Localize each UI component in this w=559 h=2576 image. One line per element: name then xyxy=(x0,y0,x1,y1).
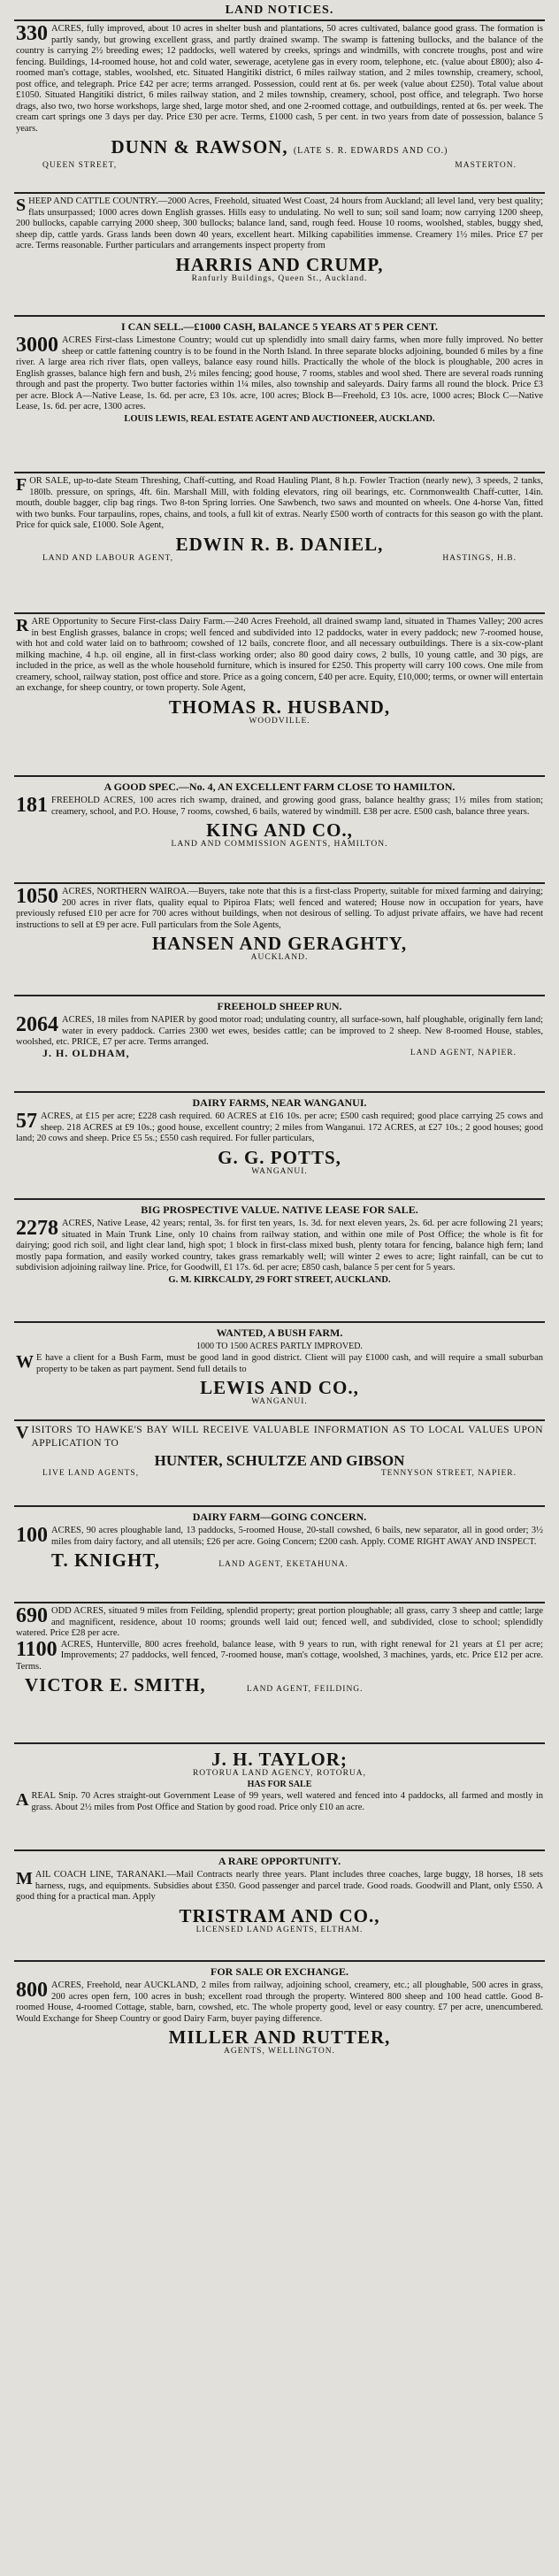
agent-line: G. M. KIRKCALDY, 29 FORT STREET, AUCKLAND. xyxy=(168,1274,391,1285)
ad-hansen-geraghty xyxy=(14,882,545,995)
agent-name: THOMAS R. HUSBAND, xyxy=(168,696,391,718)
ad-text: ACRES, fully improved, about 10 acres in shelter bush and plantations, 50 acres cultivated, balance good grass. The formation is partly sandy, but growing excellent grass, and partly drained swamp. The swamp is fattening bullocks, and the balance of the country is carrying 2½ breeding ewes; 12 paddocks, well watered by creeks, springs and windmills, with concrete troughs, post and wire fencing. Buildings, 14-roomed house, hot and cold water, sewerage, acetylene gas in every room, telephone, etc. (value about £800); also 4-roomed man's cottage, stables, woolshed, etc. Situated Hangitiki district, 6 miles railway station, and 2 miles township, creamery, school, post office, and telegraph. Price £42 per acre; terms arranged. Possession, could rent at 6s. per week (value about £250). Total value about £1050. Situated Hangitiki district, 6 miles railway station, and 2 miles township, creamery, school, post office, and telegraph. Two horse drags, also two, two horse workshops, large shed, large motor shed, and one 2-roomed cottage, and outbuildings, rented at 6s. per week. The cream cart springs one 3 days per day. Price £30 per acre. Terms, £1000 cash, 5 per cent. in two years from date of possession, balance 5 years. xyxy=(16,24,543,134)
ad-text: ACRES, 18 miles from NAPIER by good motor road; undulating country, all surface-sown, half ploughable, originally fern land; water in every paddock. Carries 2300 wet ewes, besides cattle; can be improved to 2 sheep. New 8-roomed House, stables, woolshed, etc. PRICE, £7 per acre. Terms arranged. xyxy=(16,1015,543,1047)
agent-address: AGENTS, WELLINGTON. xyxy=(223,2047,336,2056)
agent-line: J. H. OLDHAM, LAND AGENT, NAPIER. xyxy=(42,1046,517,1059)
ad-number: 57 xyxy=(16,1110,37,1133)
drop-cap: F xyxy=(16,475,27,495)
ad-tristram xyxy=(14,1849,545,1960)
ad-text: ACRES, Freehold, near AUCKLAND, 2 miles from railway, adjoining school, creamery, etc.; all ploughable, 500 acres in grass, 200 acres open fern, 100 acres in bush; excellent road through the property. Wintered 800 sheep and 100 head cattle. Good 8-roomed House, 4-roomed Cottage, stable, barn, cowshed, etc. The whole property good, level or easy country. £7 per acre, unencumbered. Would Exchange for Sheep Country or good Dairy Farm, buyer paying difference. xyxy=(16,1980,543,2024)
ad-number: 2064 xyxy=(16,1013,58,1036)
drop-cap: V xyxy=(16,1423,29,1442)
agent-address: LIVE LAND AGENTS, TENNYSON STREET, NAPIER. xyxy=(42,1469,517,1478)
ad-text: E have a client for a Bush Farm, must be good land in good district. Client will pay £1000 cash, and will require a small suburban property to be taken as part payment. Send full details to xyxy=(36,1353,543,1374)
ad-subheading: 1000 TO 1500 ACRES PARTLY IMPROVED. xyxy=(196,1342,363,1351)
ad-louis-lewis xyxy=(14,315,545,472)
drop-cap: S xyxy=(16,196,27,215)
agent-address: ROTORUA LAND AGENCY, ROTORUA, xyxy=(192,1769,367,1778)
agent-name: MILLER AND RUTTER, xyxy=(168,2026,391,2048)
ad-text: ACRES, Native Lease, 42 years; rental, 3s. for first ten years, 1s. 3d. for next eleven years, 2s. 6d. per acre following 21 years; situated in Main Trunk Line, only 10 chains from railway station, and within one mile of Post Office; the whole is fit for dairying; good rich soil, and light clear land, high spot; 1 block in first-class mixed bush, plenty totara for fencing, balance high fern; land mostly papa formation, and easily worked country, takes grass remarkably well; will winter 2 ewes to acre; light rainfall, can be cut to subdivision adjoining railway line. Price, for Goodwill, £1 17s. 6d. per acre; £850 cash, balance 5 per cent for 5 years. xyxy=(16,1219,543,1273)
agent-name: LEWIS AND CO., xyxy=(200,1377,359,1398)
ad-text: ODD ACRES, situated 9 miles from Feilding, splendid property; great portion ploughable; all grass, carry 3 sheep and cattle; large and magnificent, residence, about 10 rooms; grounds well laid out; fenced well, and subdivided, close to school; splendidly watered. Price £28 per acre. xyxy=(16,1606,543,1638)
ad-heading: HAS FOR SALE xyxy=(247,1780,312,1789)
agent-name: TRISTRAM AND CO., xyxy=(179,1904,380,1926)
ad-text: ACRES, at £15 per acre; £228 cash required. 60 ACRES at £16 10s. per acre; £500 cash required; good place carrying 25 cows and sheep. 218 ACRES at £9 10s.; good house, excellent country; 2 miles from Wanganui. 172 ACRES, at £27 10s.; 2 good houses; good land; 20 cows and sheep. Price £5 5s.; £550 cash required. For fuller particulars, xyxy=(16,1111,543,1143)
ad-edwin-daniel xyxy=(14,472,545,612)
ad-text: AIL COACH LINE, TARANAKI.—Mail Contracts nearly three years. Plant includes three coaches, large buggy, 18 horses, 18 sets harness, rugs, and equipments. Subsidies about £350. Good passenger and parcel trade. Good roads. Goodwill and Plant, only £550. A good thing for a practical man. Apply xyxy=(16,1870,543,1902)
agent-address: Ranfurly Buildings, Queen St., Auckland. xyxy=(191,273,368,283)
ad-heading: DAIRY FARMS, NEAR WANGANUI. xyxy=(192,1096,367,1109)
ad-miller-rutter xyxy=(14,1960,545,2092)
agent-name: DUNN & RAWSON, (LATE S. R. EDWARDS AND CO.) xyxy=(111,136,448,158)
ad-heading: FOR SALE OR EXCHANGE. xyxy=(210,1965,349,1978)
ad-kirkcaldy xyxy=(14,1198,545,1321)
ad-king-co xyxy=(14,775,545,882)
ad-number: 181 xyxy=(16,794,48,817)
section-header: LAND NOTICES. xyxy=(225,4,334,17)
ad-hunter-schultze xyxy=(14,1419,545,1505)
agent-name: HANSEN AND GERAGHTY, xyxy=(151,933,408,954)
ad-heading: A RARE OPPORTUNITY. xyxy=(218,1855,341,1867)
ad-number: 330 xyxy=(16,22,48,45)
ad-text: ACRES First-class Limestone Country; would cut up splendidly into small dairy farms, when more fully improved. No better sheep or cattle fattening country is to be found in the North Island. In three separate blocks adjoining, bounded 6 miles by a fine river. A large area rich river flats, open valleys, balance easy round hills. Practically the whole of the block is ploughable, 200 acres in English grasses, balance high fern and bush, 2½ miles fencing; good house, 7 rooms, stables and wool shed. There are several roads running through and past the property. Two butter factories within 1¼ miles, also township and saleyards. Dairy farms all round the block. Price £3 per acre. Block A—Native Lease, 1s. 6d. per acre, £3 10s. acre, 100 acres; Block B—Freehold, £3 10s. acre, 1000 acres; Block C—Native Lease, 1s. 6d. per acre, 1300 acres. xyxy=(16,335,543,411)
agent-address: WANGANUI. xyxy=(251,1166,308,1176)
ad-lewis-co xyxy=(14,1321,545,1419)
ad-text: OR SALE, up-to-date Steam Threshing, Chaff-cutting, and Road Hauling Plant, 8 h.p. Fowler Traction (nearly new), 3 speeds, 2 tanks, 180lb. pressure, on springs, 4ft. 6in. Marshall Mill, with folding elevators, ring oil bearings, etc. Cornmonwealth Chaff-cutter, 14in. mouth, double bagger, clip bag rings. Two 8-ton Spring lorries. One Sawbench, two saws and mounted on wheels. One 4-horse Van, fitted with two bunks. Four tarpaulins, ropes, chains, and tools, a full kit of extras. Nearly £500 worth of contracts for this season go with the plant. Price for quick sale, £1000. Sole Agent, xyxy=(16,476,543,530)
ad-text: ARE Opportunity to Secure First-class Dairy Farm.—240 Acres Freehold, all drained swamp land, situated in Thames Valley; 200 acres in best English grasses, balance in crops; well fenced and subdivided into 12 paddocks, water in every paddock; new 7-roomed house, with hot and cold water laid on to bathroom; cowshed of 12 bails, concrete floor, and all necessary outbuildings. There is a six-cow-plant milking machine, 4 h.p. oil engine, all in first-class working order; also 80 good dairy cows, 2 bulls, 10 young cattle, and 30 pigs, are included in the price, as well as the whole household furniture, which is insured for £250. This property will carry 100 cows. One mile from creamery, school, railway station, post office and store. Price as a going concern, £40 per acre. Equity, £10,000; terms, or owner will entertain an exchange, for sheep country, or town property. Sole Agent, xyxy=(16,617,543,693)
agent-line: LOUIS LEWIS, REAL ESTATE AGENT AND AUCTIONEER, AUCKLAND. xyxy=(124,413,435,424)
agent-name: KING AND CO., xyxy=(206,819,353,841)
ad-text: HEEP AND CATTLE COUNTRY.—2000 Acres, Freehold, situated West Coast, 24 hours from Auckland; all level land, very best quality; flats unsurpassed; 1000 acres down English grasses. Hills easy to undulating. No well to sun; soil sand loam; now carrying 1200 sheep, 200 bullocks, capable carrying 2000 sheep, 300 bullocks; balance land, sand, rough feed. House 10 rooms, woolshed, stables, buggy shed, sheep dip, cattle yards. Grass lands been down 40 years, excellent heart. Milking capabilities immense. Creamery 1½ miles. Price £7 per acre. Terms reasonable. Further particulars and arrangements inspect property from xyxy=(16,196,543,250)
agent-name: J. H. TAYLOR; xyxy=(211,1749,348,1770)
ad-text: REAL Snip. 70 Acres straight-out Government Lease of 99 years, well watered and fenced into 4 paddocks, all farmed and mostly in grass. About 2½ miles from Post Office and Station by good road. Price only £10 an acre. xyxy=(31,1791,543,1812)
agent-address: LICENSED LAND AGENTS, ELTHAM. xyxy=(195,1925,364,1934)
ad-harris-crump xyxy=(14,192,545,315)
ad-heading: DAIRY FARM—GOING CONCERN. xyxy=(192,1511,367,1523)
ad-text-2: ACRES, Hunterville, 800 acres freehold, balance lease, with 9 years to run, with right renewal for 21 years at £1 per acre; Improvements; 27 paddocks, well fenced, 7-roomed house, man's cottage, woolshed, 3 machines, yards, etc. Price £12 per acre. Terms. xyxy=(16,1639,543,1672)
agent-name: HUNTER, SCHULTZE AND GIBSON xyxy=(154,1452,405,1469)
agent-address: LAND AND COMMISSION AGENTS, HAMILTON. xyxy=(171,840,388,849)
ad-heading: WANTED, A BUSH FARM. xyxy=(216,1326,343,1339)
ad-potts xyxy=(14,1091,545,1198)
ad-number: 3000 xyxy=(16,334,58,357)
ad-text: ISITORS TO HAWKE'S BAY WILL RECEIVE VALUABLE INFORMATION AS TO LOCAL VALUES UPON APPLICATION TO xyxy=(31,1425,543,1449)
ad-knight xyxy=(14,1505,545,1602)
agent-address: QUEEN STREET, MASTERTON. xyxy=(42,161,517,170)
ad-number: 1050 xyxy=(16,885,58,908)
agent-address: LAND AND LABOUR AGENT, HASTINGS, H.B. xyxy=(42,553,517,563)
ad-number-2: 1100 xyxy=(16,1637,57,1661)
drop-cap: R xyxy=(16,616,29,635)
ad-dunn-rawson xyxy=(14,19,545,192)
ad-taylor xyxy=(14,1742,545,1849)
ad-text: ACRES, NORTHERN WAIROA.—Buyers, take note that this is a first-class Property, suitable for mixed farming and dairying; 200 acres in river flats, quality equal to Pipiroa Flats; well fenced and watered; House now in occupation for years, have previously refused £10 per acre for 700 acres without buildings, when not desirous of selling. To adjust private affairs, we have had recent instructions to sell at £9 per acre. Full particulars from the Sole Agents, xyxy=(16,887,543,930)
ad-heading: I CAN SELL.—£1000 CASH, BALANCE 5 YEARS AT 5 PER CENT. xyxy=(121,320,438,333)
ad-text: FREEHOLD ACRES, 100 acres rich swamp, drained, and growing good grass, balance healthy grass; 1½ miles from station; creamery, school, and P.O. House, 7 rooms, cowshed, 6 bails, watered by windmill. £38 per acre. £500 cash, balance three years. xyxy=(51,796,543,817)
ad-thomas-husband xyxy=(14,612,545,775)
land-notices-column xyxy=(14,0,545,2092)
ad-victor-smith xyxy=(14,1602,545,1742)
drop-cap: W xyxy=(16,1352,34,1372)
ad-number: 2278 xyxy=(16,1217,58,1240)
agent-name: VICTOR E. SMITH, LAND AGENT, FEILDING. xyxy=(25,1674,364,1696)
ad-text: ACRES, 90 acres ploughable land, 13 paddocks, 5-roomed House, 20-stall cowshed, 6 bails, new separator, all in good order; 3½ miles from dairy factory, and all utensils; £26 per acre. Going Concern; £200 cash. Apply. COME RIGHT AWAY AND INSPECT. xyxy=(51,1526,543,1547)
agent-address: AUCKLAND. xyxy=(250,953,309,962)
drop-cap: M xyxy=(16,1869,33,1888)
agent-name: HARRIS AND CRUMP, xyxy=(175,253,384,275)
ad-number: 100 xyxy=(16,1524,48,1547)
ad-heading: BIG PROSPECTIVE VALUE. NATIVE LEASE FOR SALE. xyxy=(141,1203,418,1216)
agent-name: G. G. POTTS, xyxy=(218,1146,341,1168)
agent-address: WOODVILLE. xyxy=(249,716,310,726)
ad-number: 690 xyxy=(16,1604,48,1627)
agent-name: EDWIN R. B. DANIEL, xyxy=(175,533,384,555)
agent-address: WANGANUI. xyxy=(251,1397,308,1406)
agent-name: T. KNIGHT, LAND AGENT, EKETAHUNA. xyxy=(51,1549,348,1571)
ad-heading: FREEHOLD SHEEP RUN. xyxy=(217,1000,342,1012)
ad-oldham xyxy=(14,995,545,1091)
drop-cap: A xyxy=(16,1790,29,1810)
ad-number: 800 xyxy=(16,1979,48,2002)
ad-heading: A GOOD SPEC.—No. 4, AN EXCELLENT FARM CLOSE TO HAMILTON. xyxy=(103,780,456,793)
